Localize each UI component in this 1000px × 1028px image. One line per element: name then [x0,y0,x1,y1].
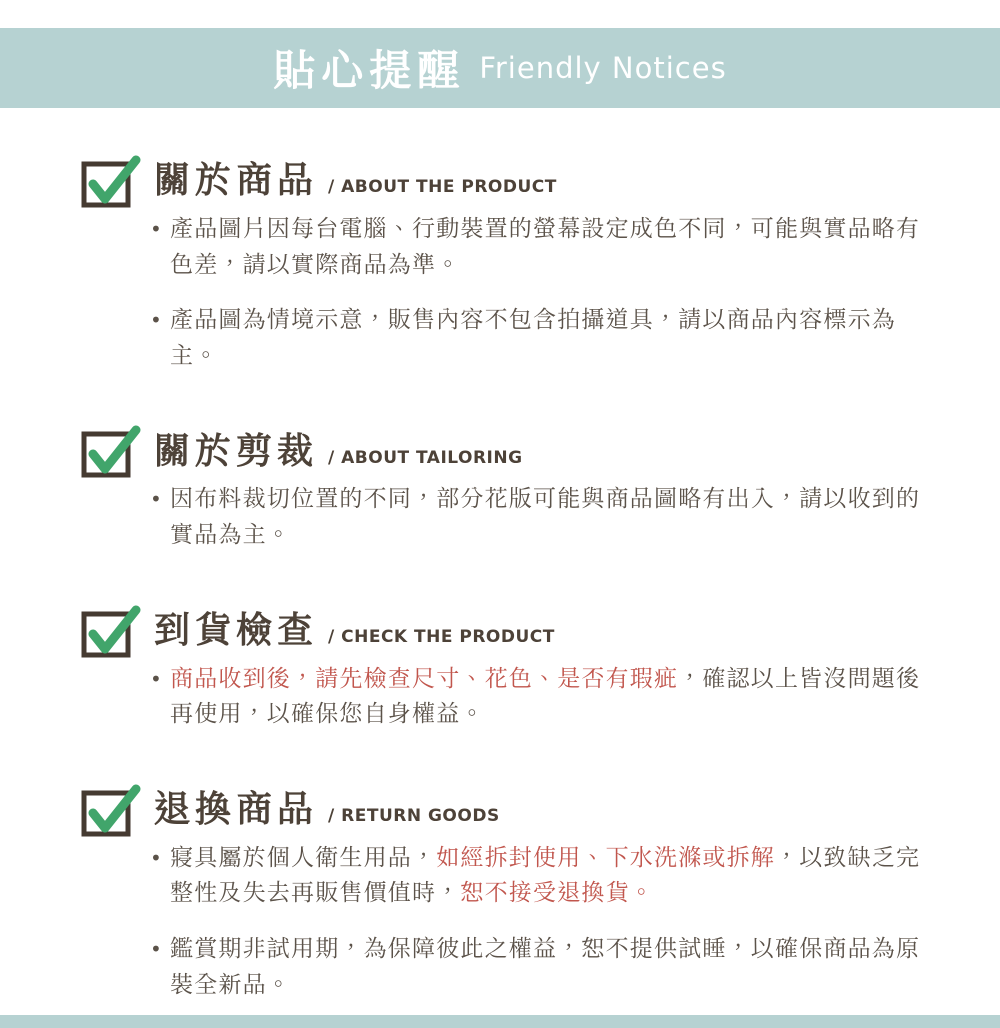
notice-item: • 產品圖為情境示意，販售內容不包含拍攝道具，請以商品內容標示為主。 [148,303,932,374]
notice-list [80,482,940,553]
section-return-goods [80,783,940,1003]
footer-bar [0,1015,1000,1028]
section-title: 關於剪裁 [154,430,319,472]
notice-item: • 商品收到後，請先檢查尺寸、花色、是否有瑕疵，確認以上皆沒問題後再使用，以確保您自身權益。 [148,662,932,733]
emphasis-text: 商品收到後，請先檢查尺寸、花色、是否有瑕疵 [170,665,679,692]
notice-item: • 鑑賞期非試用期，為保障彼此之權益，恕不提供試睡，以確保商品為原裝全新品。 [148,932,932,1003]
header-banner [0,28,1000,108]
notice-item: • 因布料裁切位置的不同，部分花版可能與商品圖略有出入，請以收到的實品為主。 [148,482,932,553]
banner-title-en: Friendly Notices [479,51,727,85]
emphasis-text: 恕不接受退換貨。 [460,880,655,907]
section-check-product [80,604,940,733]
notice-item: • 產品圖片因每台電腦、行動裝置的螢幕設定成色不同，可能與實品略有色差，請以實際商品為準。 [148,212,932,283]
notice-list [80,662,940,733]
checkbox-checkmark-icon [80,603,142,659]
section-about-tailoring [80,424,940,553]
section-subtitle: / CHECK THE PRODUCT [328,626,555,647]
checkbox-checkmark-icon [80,153,142,209]
section-header [80,604,940,658]
section-title: 退換商品 [154,789,319,831]
section-subtitle: / RETURN GOODS [328,806,500,827]
checkbox-checkmark-icon [80,423,142,479]
notice-list [80,841,940,1003]
emphasis-text: 如經拆封使用、下水洗滌或拆解 [436,844,776,871]
section-header [80,783,940,837]
section-title: 到貨檢查 [154,609,319,651]
section-header [80,424,940,478]
section-title: 關於商品 [154,160,319,202]
section-about-product [80,154,940,374]
section-header [80,154,940,208]
checkbox-checkmark-icon [80,782,142,838]
section-subtitle: / ABOUT THE PRODUCT [328,177,557,198]
notices-content [0,154,1000,1003]
section-subtitle: / ABOUT TAILORING [328,447,523,468]
notice-list [80,212,940,374]
notice-item: • 寢具屬於個人衛生用品，如經拆封使用、下水洗滌或拆解，以致缺乏完整性及失去再販售價值時，恕不接受退換貨。 [148,841,932,912]
banner-title-zh: 貼心提醒 [273,46,466,95]
